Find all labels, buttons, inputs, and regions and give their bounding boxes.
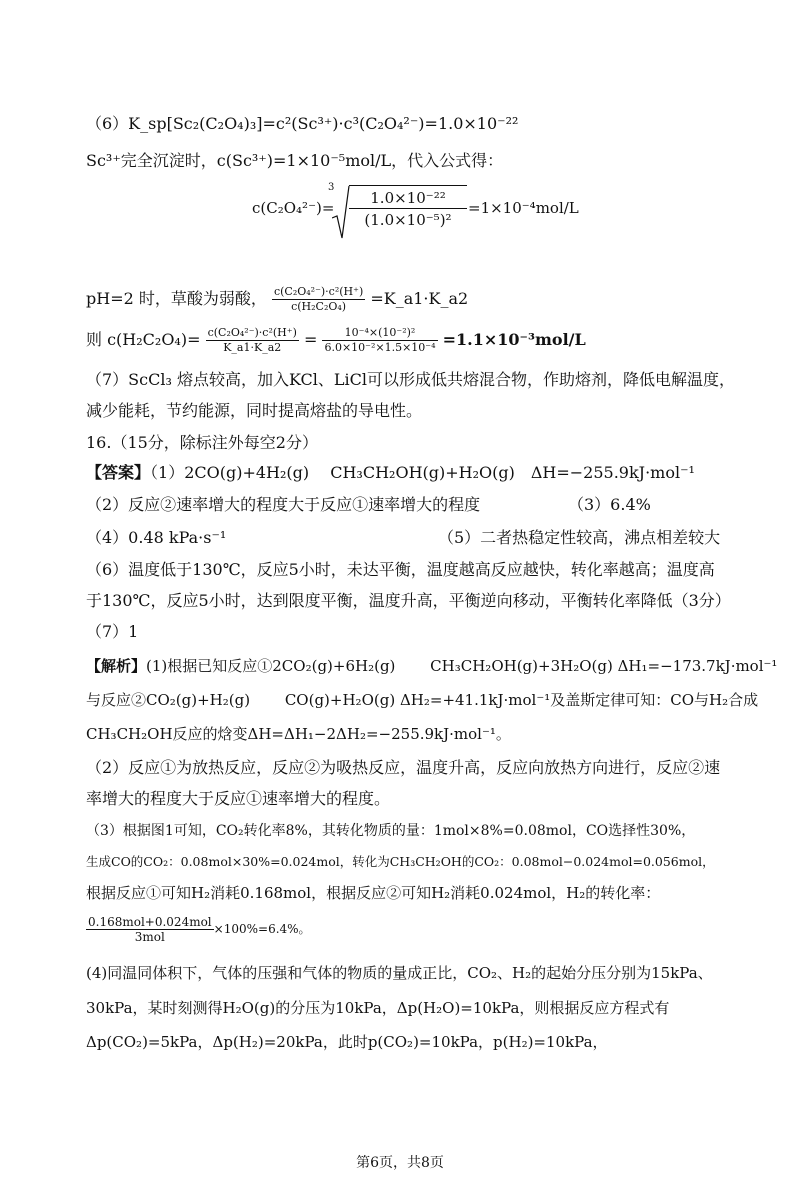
answer-5: （5）二者热稳定性较高，沸点相差较大	[438, 528, 721, 547]
answer-1: （1）2CO(g)+4H₂(g) CH₃CH₂OH(g)+H₂O(g) ΔH=−255.9kJ·mol⁻¹	[150, 463, 695, 482]
analysis-p3-l4	[86, 912, 311, 946]
answer-3: （3）6.4%	[568, 495, 651, 514]
radical-sign-icon	[332, 184, 350, 240]
ph-fraction	[272, 285, 365, 314]
ph-frac-numerator: c(C₂O₄²⁻)·c²(H⁺)	[273, 285, 364, 298]
analysis-p1-l1: (1)根据已知反应①2CO₂(g)+6H₂(g) CH₃CH₂OH(g)+3H₂O(g) ΔH₁=−173.7kJ·mol⁻¹	[146, 657, 778, 675]
then-lead: 则 c(H₂C₂O₄)=	[86, 330, 201, 349]
h2-conversion-fraction	[86, 915, 214, 944]
answer-4: （4）0.48 kPa·s⁻¹	[86, 528, 227, 547]
ph-line	[86, 284, 468, 314]
s7-line-2: 减少能耗，节约能源，同时提高熔盐的导电性。	[86, 401, 423, 420]
analysis-p4-l2: 30kPa，某时刻测得H₂O(g)的分压为10kPa，Δp(H₂O)=10kPa，则根据反应方程式有	[86, 999, 670, 1017]
eq-ksp-line: （6）K_sp[Sc₂(C₂O₄)₃]=c²(Sc³⁺)·c³(C₂O₄²⁻)=1.0×10⁻²²	[86, 114, 519, 133]
analysis-p2-l2: 率增大的程度大于反应①速率增大的程度。	[86, 789, 391, 808]
then-fraction-2	[322, 326, 437, 355]
complete-precipitation-line: Sc³⁺完全沉淀时，c(Sc³⁺)=1×10⁻⁵mol/L，代入公式得：	[86, 151, 504, 170]
analysis-p3-l2: 生成CO的CO₂：0.08mol×30%=0.024mol，转化为CH₃CH₂OH的CO₂：0.08mol−0.024mol=0.056mol，	[86, 854, 715, 869]
then-f1-denominator: K_a1·K_a2	[223, 341, 282, 354]
root-denominator: (1.0×10⁻⁵)²	[364, 211, 452, 229]
answer-tag: 【答案】	[86, 463, 151, 482]
page-footer: 第6页，共8页	[356, 1155, 444, 1171]
ph-rhs: =K_a1·K_a2	[370, 289, 469, 308]
then-f1-numerator: c(C₂O₄²⁻)·c²(H⁺)	[207, 326, 297, 339]
answer-6-line-2: 于130℃，反应5小时，达到限度平衡，温度升高，平衡逆向移动，平衡转化率降低（3分）	[86, 591, 731, 610]
then-rhs: =1.1×10⁻³mol/L	[442, 330, 586, 349]
then-eq: =	[303, 330, 318, 349]
analysis-p4-l3: Δp(CO₂)=5kPa，Δp(H₂)=20kPa，此时p(CO₂)=10kPa，p(H₂)=10kPa，	[86, 1033, 608, 1051]
h2c2o4-line	[86, 325, 586, 355]
answer-6-line-1: （6）温度低于130℃，反应5小时，未达平衡，温度越高反应越快，转化率越高；温度高	[86, 560, 715, 579]
then-f2-numerator: 10⁻⁴×(10⁻²)²	[322, 326, 437, 341]
eq-rhs: =1×10⁻⁴mol/L	[468, 199, 579, 217]
cube-root-equation	[252, 178, 579, 242]
analysis-tag: 【解析】	[86, 657, 147, 675]
h2-frac-denominator: 3mol	[134, 930, 165, 944]
analysis-p1-l2: 与反应②CO₂(g)+H₂(g) CO(g)+H₂O(g) ΔH₂=+41.1kJ·mol⁻¹及盖斯定律可知：CO与H₂合成	[86, 691, 759, 709]
h2-frac-tail: ×100%=6.4%。	[213, 922, 311, 936]
analysis-p1-l3: CH₃CH₂OH反应的焓变ΔH=ΔH₁−2ΔH₂=−255.9kJ·mol⁻¹。	[86, 725, 511, 743]
answer-2: （2）反应②速率增大的程度大于反应①速率增大的程度	[86, 495, 481, 514]
root-index: 3	[328, 182, 335, 193]
h2-frac-numerator: 0.168mol+0.024mol	[88, 915, 212, 929]
ph-lead: pH=2 时，草酸为弱酸，	[86, 289, 267, 308]
then-f2-denominator: 6.0×10⁻²×1.5×10⁻⁴	[324, 341, 436, 354]
answer-7: （7）1	[86, 622, 139, 641]
analysis-p2-l1: （2）反应①为放热反应，反应②为吸热反应，温度升高，反应向放热方向进行，反应②速	[86, 758, 721, 777]
answer-line-1	[86, 462, 695, 484]
analysis-p4-l1: (4)同温同体积下，气体的压强和气体的物质的量成正比，CO₂、H₂的起始分压分别为15kPa、	[86, 964, 713, 982]
root-numerator: 1.0×10⁻²²	[349, 188, 467, 209]
root-fraction	[349, 188, 467, 231]
analysis-p3-l1: （3）根据图1可知，CO₂转化率8%，其转化物质的量：1mol×8%=0.08mol，CO选择性30%，	[86, 823, 696, 839]
eq-lhs: c(C₂O₄²⁻)=	[252, 199, 335, 217]
then-fraction-1	[206, 326, 299, 355]
analysis-line-1	[86, 655, 777, 677]
analysis-p3-l3: 根据反应①可知H₂消耗0.168mol，根据反应②可知H₂消耗0.024mol，H₂的转化率：	[86, 884, 661, 902]
s7-line-1: （7）ScCl₃ 熔点较高，加入KCl、LiCl可以形成低共熔混合物，作助熔剂，降低电解温度，	[86, 370, 735, 389]
root-overline	[349, 185, 467, 186]
q16-header: 16.（15分，除标注外每空2分）	[86, 433, 318, 452]
ph-frac-denominator: c(H₂C₂O₄)	[291, 300, 347, 313]
